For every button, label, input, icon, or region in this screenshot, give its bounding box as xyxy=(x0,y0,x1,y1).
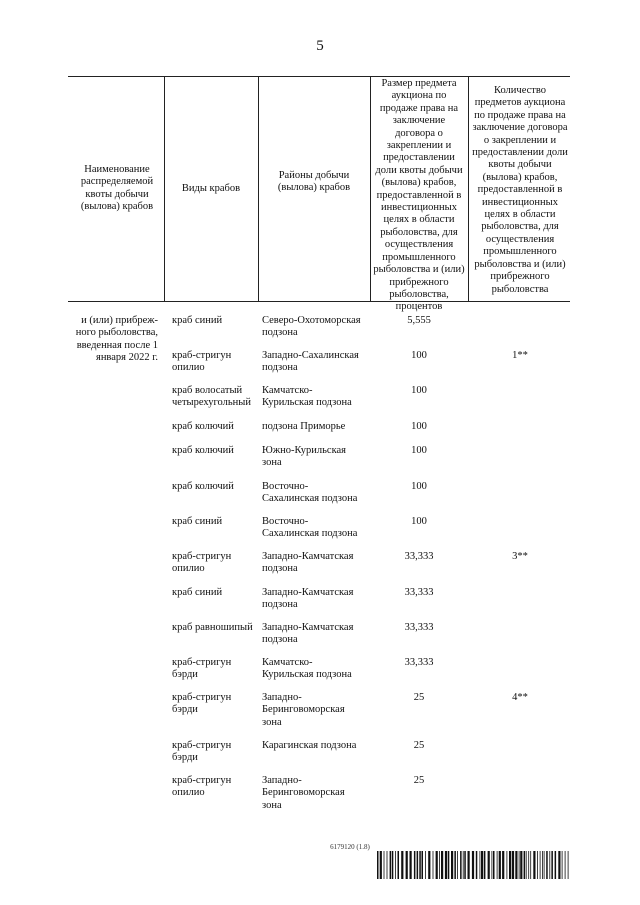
area-cell: Восточно-Сахалинская подзона xyxy=(262,516,358,540)
table-header-bottom-rule xyxy=(68,301,570,302)
species-cell: краб синий xyxy=(172,315,223,326)
species-cell: краб-стригун опилио xyxy=(172,551,232,575)
species-cell: краб синий xyxy=(172,516,223,527)
size-cell: 100 xyxy=(411,445,427,456)
size-cell: 100 xyxy=(411,385,427,396)
species-cell: краб синий xyxy=(172,587,223,598)
size-cell: 25 xyxy=(413,692,425,703)
species-cell: краб колючий xyxy=(172,481,234,492)
header-catch-areas: Районы добычи (вылова) крабов xyxy=(277,170,351,194)
header-divider-1 xyxy=(164,76,165,302)
header-auction-size: Размер предмета аукциона по продаже права на заключение договора о закреплении и предоставлении доли квоты добычи (вылова) крабов, предоставленной в инвестиционных целях в области рыболовства, для осуществления промышленного рыболовства и (или) прибрежного рыболовства, процентов xyxy=(373,78,465,313)
species-cell: краб-стригун опилио xyxy=(172,350,232,374)
barcode-image xyxy=(377,851,571,879)
size-cell: 5,555 xyxy=(407,315,431,326)
species-cell: краб колючий xyxy=(172,445,234,456)
size-cell: 100 xyxy=(411,516,427,527)
header-crab-species: Виды крабов xyxy=(181,183,241,194)
area-cell: Карагинская подзона xyxy=(262,740,357,751)
species-cell: краб-стригун бэрди xyxy=(172,740,232,764)
area-cell: Камчатско-Курильская подзона xyxy=(262,657,352,681)
header-divider-2 xyxy=(258,76,259,302)
table-top-rule xyxy=(68,76,570,77)
header-divider-3 xyxy=(370,76,371,302)
area-cell: Западно-Сахалинская подзона xyxy=(262,350,359,374)
area-cell: Камчатско-Курильская подзона xyxy=(262,385,352,409)
header-quota-name: Наименование распределяемой квоты добычи (вылова) крабов xyxy=(80,164,154,213)
size-cell: 100 xyxy=(411,350,427,361)
size-cell: 100 xyxy=(411,481,427,492)
count-cell: 1** xyxy=(512,350,528,361)
species-cell: краб волосатый четырехугольный xyxy=(172,385,251,409)
size-cell: 33,333 xyxy=(404,622,434,633)
area-cell: Восточно-Сахалинская подзона xyxy=(262,481,358,505)
header-auction-count: Количество предметов аукциона по продаже права на заключение договора о закреплении и предоставлении доли квоты добычи (вылова) крабов, предоставленной в инвестиционных целях в области рыболовства, для осуществления промышленного рыболовства и (или) прибрежного рыболовства xyxy=(472,85,568,295)
size-cell: 25 xyxy=(413,775,425,786)
quota-name-cell: и (или) прибреж-ного рыболовства, введенная после 1 января 2022 г. xyxy=(75,315,158,364)
area-cell: Северо-Охотоморская подзона xyxy=(262,315,361,339)
count-cell: 3** xyxy=(512,551,528,562)
count-cell: 4** xyxy=(512,692,528,703)
area-cell: Западно-Камчатская подзона xyxy=(262,551,354,575)
species-cell: краб равношипый xyxy=(172,622,253,633)
area-cell: Западно-Беринговоморская зона xyxy=(262,775,345,811)
area-cell: Западно-Камчатская подзона xyxy=(262,622,354,646)
species-cell: краб-стригун бэрди xyxy=(172,692,232,716)
size-cell: 33,333 xyxy=(404,657,434,668)
species-cell: краб колючий xyxy=(172,421,234,432)
area-cell: Западно-Беринговоморская зона xyxy=(262,692,345,728)
size-cell: 100 xyxy=(411,421,427,432)
area-cell: Западно-Камчатская подзона xyxy=(262,587,354,611)
size-cell: 25 xyxy=(413,740,425,751)
size-cell: 33,333 xyxy=(404,587,434,598)
barcode-number: 6179120 (1.8) xyxy=(330,843,370,851)
page-number: 5 xyxy=(316,38,324,54)
header-divider-4 xyxy=(468,76,469,302)
species-cell: краб-стригун бэрди xyxy=(172,657,232,681)
size-cell: 33,333 xyxy=(404,551,434,562)
area-cell: Южно-Курильская зона xyxy=(262,445,346,469)
species-cell: краб-стригун опилио xyxy=(172,775,232,799)
area-cell: подзона Приморье xyxy=(262,421,346,432)
